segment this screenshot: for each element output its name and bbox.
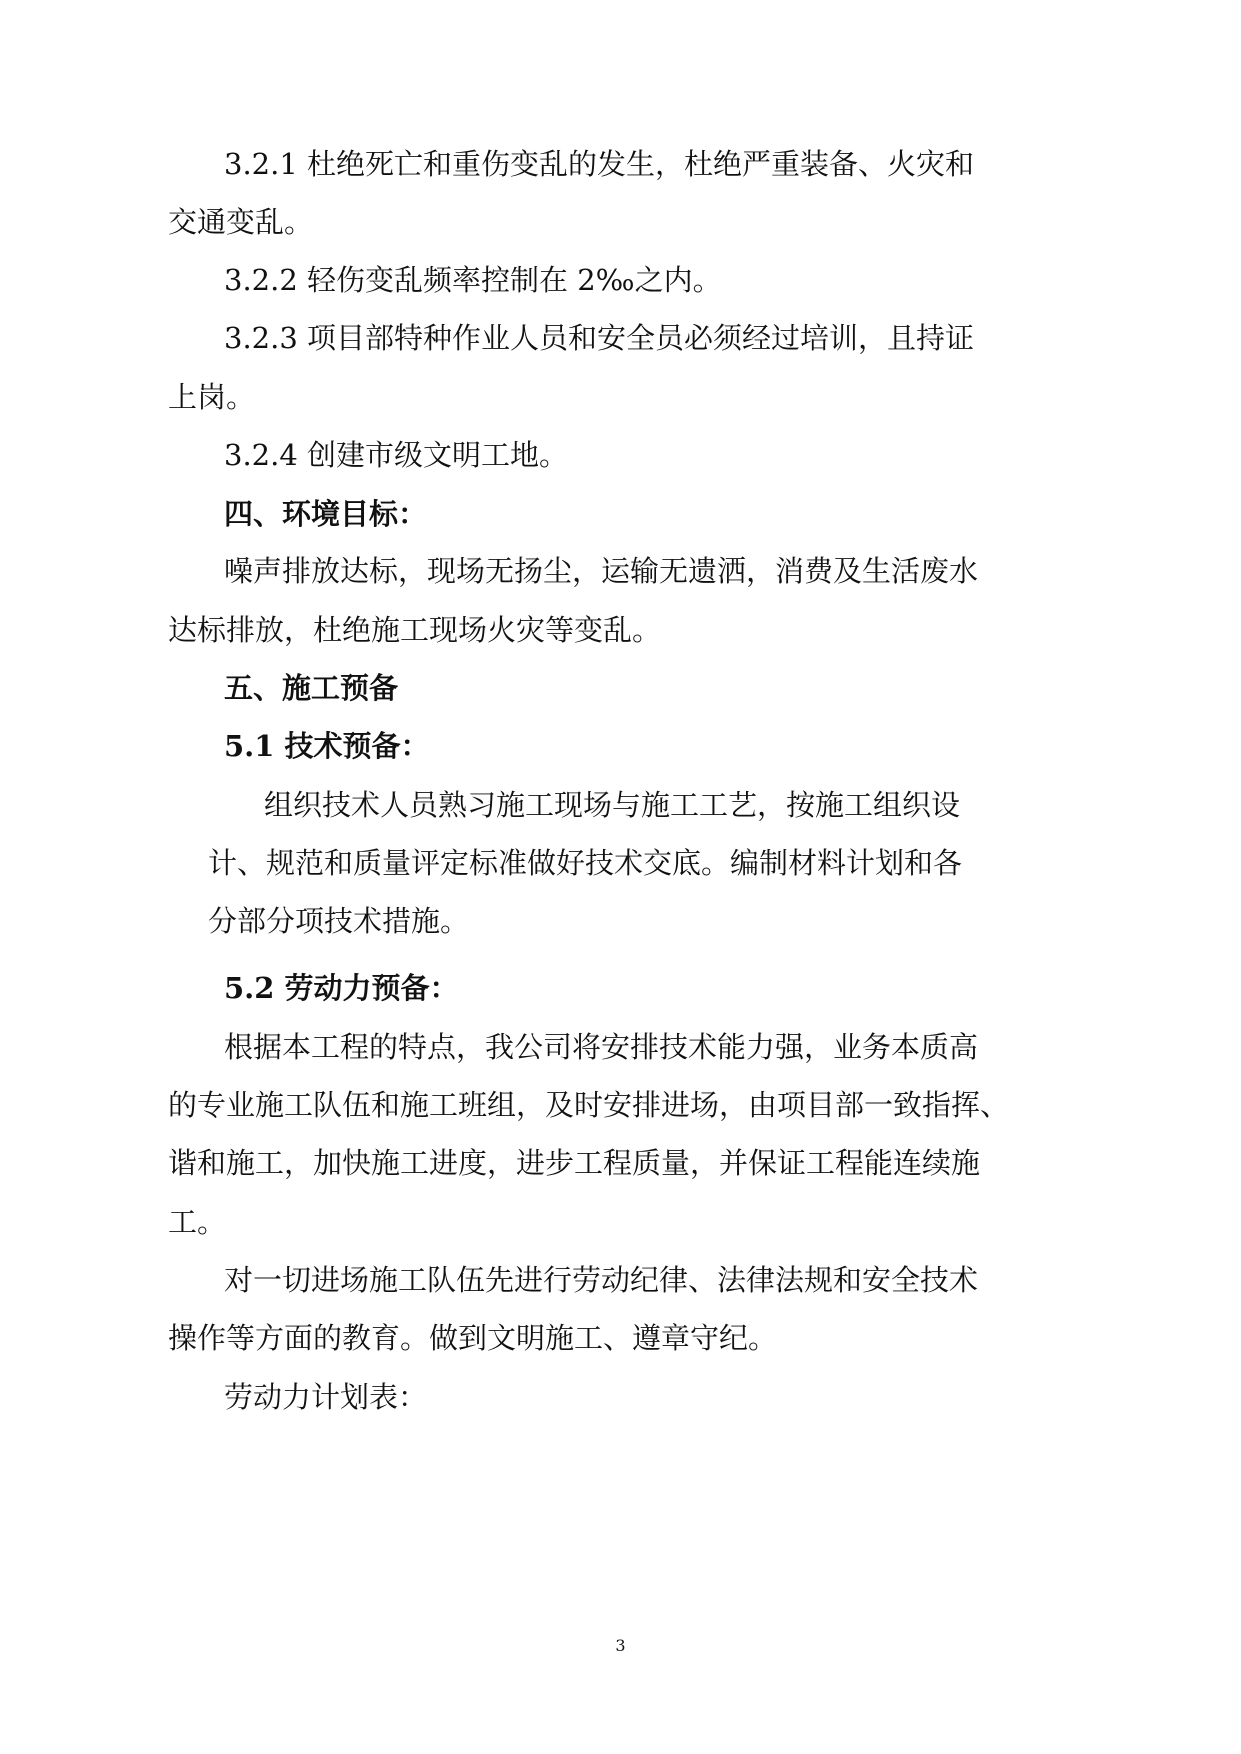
paragraph-line: 计、规范和质量评定标准做好技术交底。编制材料计划和各	[208, 846, 963, 880]
paragraph-line: 3.2.4 创建市级文明工地。	[224, 438, 569, 472]
page-number: 3	[615, 1636, 626, 1655]
subsection-heading: 5.2 劳动力预备：	[224, 971, 459, 1005]
paragraph-line: 达标排放，杜绝施工现场火灾等变乱。	[168, 613, 662, 647]
section-heading: 四、环境目标：	[224, 497, 428, 531]
paragraph-line: 的专业施工队伍和施工班组，及时安排进场，由项目部一致指挥、	[168, 1088, 1010, 1122]
paragraph-line: 劳动力计划表：	[224, 1380, 428, 1414]
paragraph-line: 3.2.1 杜绝死亡和重伤变乱的发生，杜绝严重装备、火灾和	[224, 147, 975, 181]
paragraph-line: 交通变乱。	[168, 205, 314, 239]
section-heading: 五、施工预备	[224, 671, 399, 705]
paragraph-line: 噪声排放达标，现场无扬尘，运输无遗洒，消费及生活废水	[224, 554, 979, 588]
subsection-heading: 5.1 技术预备：	[224, 729, 430, 763]
paragraph-line: 上岗。	[168, 380, 256, 414]
paragraph-line: 操作等方面的教育。做到文明施工、遵章守纪。	[168, 1321, 778, 1355]
paragraph-line: 对一切进场施工队伍先进行劳动纪律、法律法规和安全技术	[224, 1263, 979, 1297]
paragraph-line: 工。	[168, 1205, 227, 1239]
paragraph-line: 根据本工程的特点，我公司将安排技术能力强，业务本质高	[224, 1030, 979, 1064]
paragraph-line: 分部分项技术措施。	[208, 904, 470, 938]
paragraph-line: 组织技术人员熟习施工现场与施工工艺，按施工组织设	[264, 788, 961, 822]
paragraph-line: 谐和施工，加快施工进度，进步工程质量，并保证工程能连续施	[168, 1146, 981, 1180]
paragraph-line: 3.2.3 项目部特种作业人员和安全员必须经过培训，且持证	[224, 321, 975, 355]
paragraph-line: 3.2.2 轻伤变乱频率控制在 2‰之内。	[224, 263, 722, 297]
